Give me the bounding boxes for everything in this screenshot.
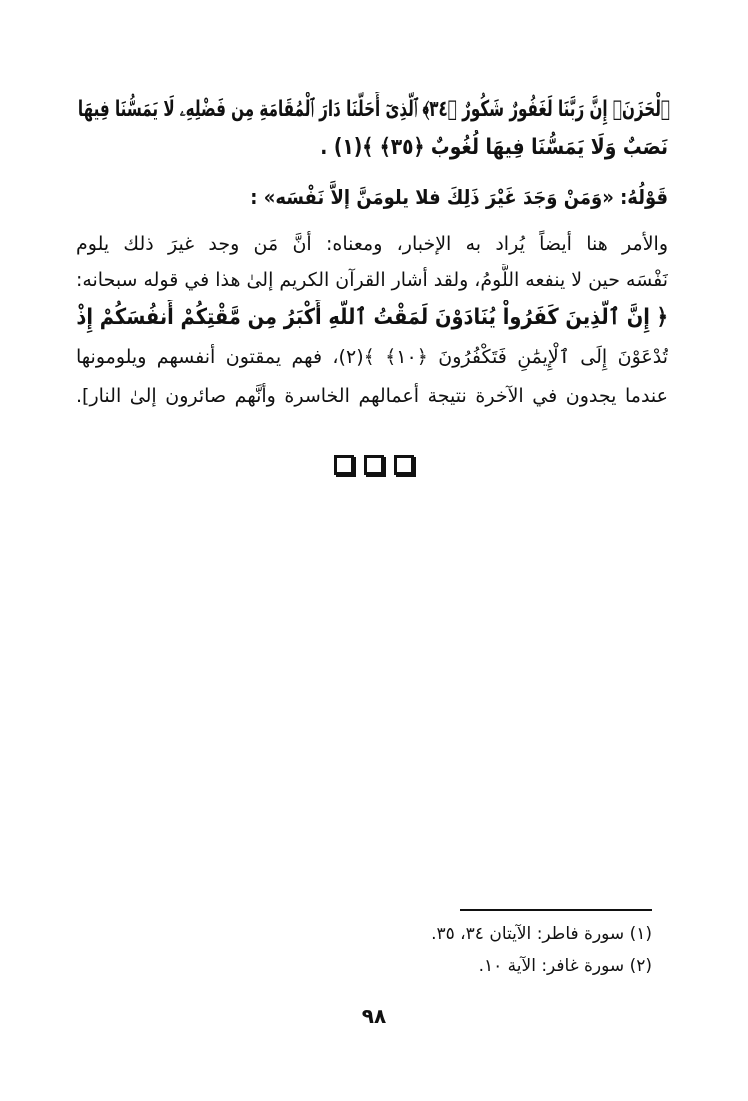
explanation-line-3: ﴿ إِنَّ ٱلَّذِينَ كَفَرُواْ يُنَادَوْنَ لَمَقْتُ ٱللَّهِ أَكْبَرُ مِن مَّقْتِكُمْ أَنفُسَكُمْ إِذْ (76, 305, 668, 330)
square-ornament-icon (364, 455, 384, 475)
section-divider-ornament (0, 455, 748, 481)
footnote-separator (460, 909, 652, 911)
explanation-line-5: عندما يجدون في الآخرة نتيجة أعمالهم الخاسرة وأنَّهم صائرون إلىٰ النار]. (76, 385, 668, 407)
square-ornament-icon (334, 455, 354, 475)
footnote-1: (١) سورة فاطر: الآيتان ٣٤، ٣٥. (431, 924, 652, 944)
section-heading: قَوْلُهُ: «وَمَنْ وَجَدَ غَيْرَ ذَلِكَ فلا يلومَنَّ إلاَّ نَفْسَه» : (250, 185, 668, 209)
page-number: ٩٨ (361, 1004, 387, 1028)
footnote-2: (٢) سورة غافر: الآية ١٠. (478, 956, 652, 976)
quran-verse-line-1: ٱلْحَزَنَۖ إِنَّ رَبَّنَا لَغَفُورٌ شَكُورٌ ﴿٣٤﴾ ٱلَّذِىٓ أَحَلَّنَا دَارَ ٱلْمُقَامَةِ مِن فَضْلِهِۦ لَا يَمَسُّنَا فِيهَا (78, 97, 670, 122)
explanation-line-2: نَفْسَه حين لا ينفعه اللَّومُ، ولقد أشار القرآن الكريم إلىٰ هذا في قوله سبحانه: (76, 269, 668, 291)
square-ornament-icon (394, 455, 414, 475)
explanation-line-4: تُدْعَوْنَ إِلَى ٱلْإِيمَٰنِ فَتَكْفُرُونَ ﴿١٠﴾ ﴾(٢)، فهم يمقتون أنفسهم ويلومونها (76, 346, 668, 368)
quran-verse-line-2: نَصَبٌ وَلَا يَمَسُّنَا فِيهَا لُغُوبٌ ﴿٣٥﴾ ﴾(١) . (320, 135, 668, 160)
explanation-line-1: والأمر هنا أيضاً يُراد به الإخبار، ومعناه: أنَّ مَن وجد غيرَ ذلك يلوم (76, 233, 668, 255)
